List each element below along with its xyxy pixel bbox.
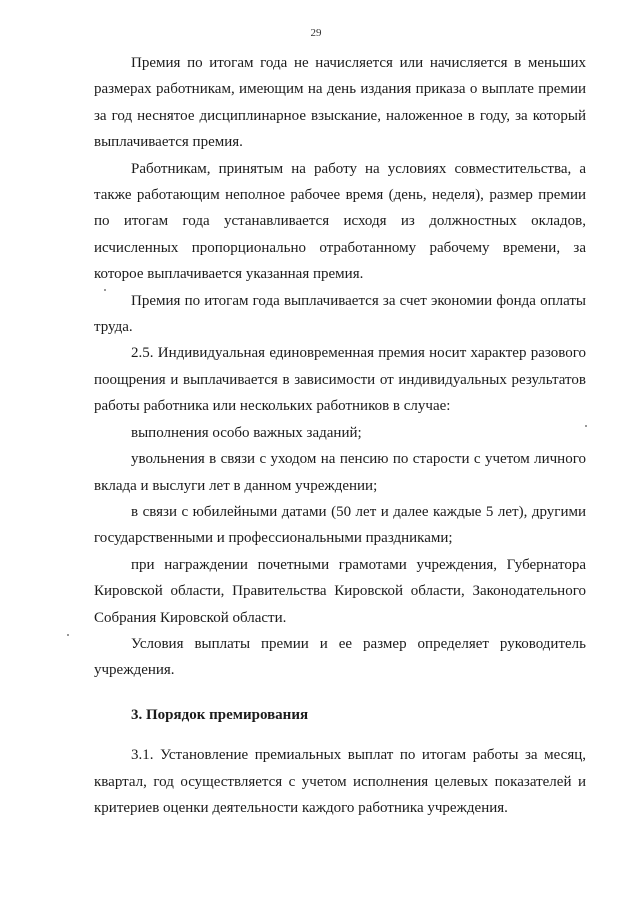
paragraph-bonus-funding: Премия по итогам года выплачивается за счет экономии фонда оплаты труда. [94, 292, 586, 336]
scan-speck [67, 634, 69, 636]
document-body [94, 50, 586, 821]
page-number: 29 [310, 27, 322, 39]
paragraph-payment-conditions: Условия выплаты премии и ее размер определяет руководитель учреждения. [94, 635, 586, 679]
paragraph-individual-bonus: 2.5. Индивидуальная единовременная премия носит характер разового поощрения и выплачивается в зависимости от индивидуальных результатов работы работника или нескольких работников в случае: [94, 345, 586, 415]
list-item-awards: при награждении почетными грамотами учреждения, Губернатора Кировской области, Правительства Кировской области, Законодательного Собрания Кировской области. [94, 556, 586, 626]
scan-speck [104, 289, 106, 291]
scan-speck [585, 425, 587, 427]
list-item-retirement: увольнения в связи с уходом на пенсию по старости с учетом личного вклада и выслуги лет в данном учреждении; [94, 451, 586, 494]
paragraph-part-time-workers: Работникам, принятым на работу на условиях совместительства, а также работающим неполное рабочее время (день, неделя), размер премии по итогам года устанавливается исходя из должностных окладов, исчисленных пропорционально отработанному рабочему времени, за которое выплачивается указанная премия. [94, 160, 586, 283]
paragraph-annual-bonus-not-accrued: Премия по итогам года не начисляется или начисляется в меньших размерах работникам, имеющим на день издания приказа о выплате премии за год неснятое дисциплинарное взыскание, наложенное в году, за который выплачивается премия. [94, 55, 586, 151]
paragraph-section-3-1: 3.1. Установление премиальных выплат по итогам работы за месяц, квартал, год осуществляется с учетом исполнения целевых показателей и критериев оценки деятельности каждого работника учреждения. [94, 747, 586, 816]
section-heading: 3. Порядок премирования [131, 706, 309, 723]
list-item-anniversaries: в связи с юбилейными датами (50 лет и далее каждые 5 лет), другими государственными и профессиональными праздниками; [94, 503, 586, 547]
list-item-important-tasks: выполнения особо важных заданий; [131, 424, 362, 441]
